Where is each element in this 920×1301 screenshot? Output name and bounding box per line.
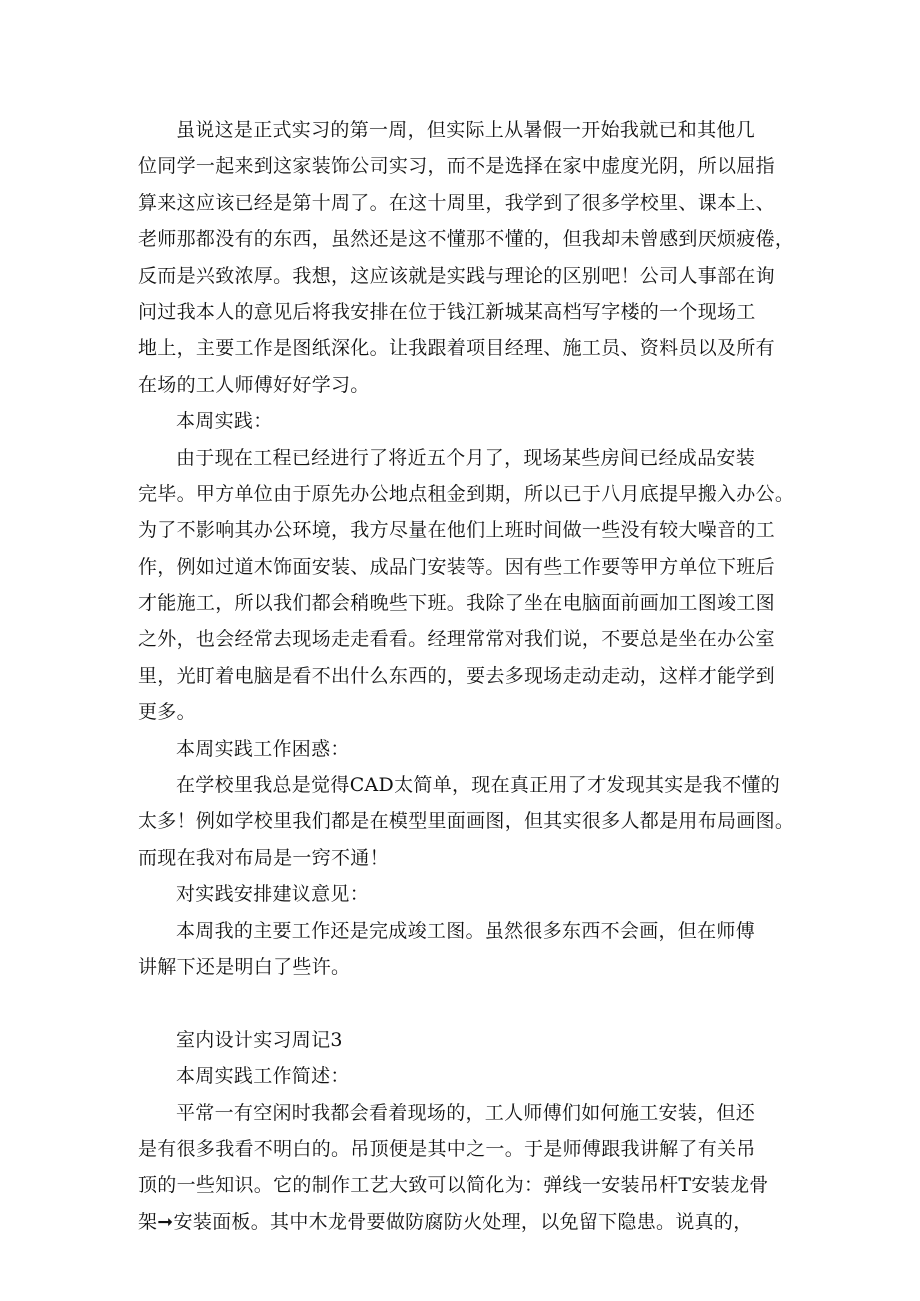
paragraph-line: 位同学一起来到这家装饰公司实习，而不是选择在家中虚度光阴，所以屈指 [138,155,775,178]
paragraph-line: 是有很多我看不明白的。吊顶便是其中之一。于是师傅跟我讲解了有关吊 [138,1137,756,1160]
paragraph-line: 顶的一些知识。它的制作工艺大致可以简化为：弹线一安装吊杆T安装龙骨 [138,1174,769,1197]
paragraph-line: 在场的工人师傅好好学习。 [138,373,370,396]
paragraph-line: 里，光盯着电脑是看不出什么东西的，要去多现场走动走动，这样才能学到 [138,664,775,687]
paragraph-line: 老师那都没有的东西，虽然还是这不懂那不懂的，但我却未曾感到厌烦疲倦， [138,228,795,251]
paragraph-line: 太多！例如学校里我们都是在模型里面画图，但其实很多人都是用布局画图。 [138,810,795,833]
paragraph-line: 地上，主要工作是图纸深化。让我跟着项目经理、施工员、资料员以及所有 [138,337,775,360]
paragraph-line: 虽说这是正式实习的第一周，但实际上从暑假一开始我就已和其他几 [176,119,756,141]
paragraph-line: 问过我本人的意见后将我安排在位于钱江新城某高档写字楼的一个现场工 [138,300,756,323]
section-heading: 本周实践工作简述： [176,1065,350,1088]
paragraph-line: 完毕。甲方单位由于原先办公地点租金到期，所以已于八月底提早搬入办公。 [138,482,795,505]
paragraph-line: 架➞安装面板。其中木龙骨要做防腐防火处理，以免留下隐患。说真的， [138,1210,753,1233]
section-heading: 对实践安排建议意见： [176,883,370,906]
document-body [138,112,818,1240]
paragraph-line: 更多。 [138,701,196,724]
paragraph-line: 之外，也会经常去现场走走看看。经理常常对我们说，不要总是坐在办公室 [138,628,775,651]
paragraph-line: 作，例如过道木饰面安装、成品门安装等。因有些工作要等甲方单位下班后 [138,555,775,578]
document-subtitle: 室内设计实习周记3 [176,1028,343,1051]
paragraph-line: 为了不影响其办公环境，我方尽量在他们上班时间做一些没有较大噪音的工 [138,519,775,542]
paragraph-line: 讲解下还是明白了些许。 [138,955,351,978]
paragraph-line: 反而是兴致浓厚。我想，这应该就是实践与理论的区别吧！公司人事部在询 [138,264,775,287]
paragraph-line: 由于现在工程已经进行了将近五个月了，现场某些房间已经成品安装 [176,446,756,469]
paragraph-line: 才能施工，所以我们都会稍晚些下班。我除了坐在电脑面前画加工图竣工图 [138,592,775,615]
section-heading: 本周实践工作困惑： [176,737,350,760]
paragraph-line: 平常一有空闲时我都会看着现场的，工人师傅们如何施工安装，但还 [176,1101,756,1124]
paragraph-line: 本周我的主要工作还是完成竣工图。虽然很多东西不会画，但在师傅 [176,919,756,942]
paragraph-line: 算来这应该已经是第十周了。在这十周里，我学到了很多学校里、课本上、 [138,191,775,214]
paragraph-line: 在学校里我总是觉得CAD太简单，现在真正用了才发现其实是我不懂的 [176,774,781,797]
blank-line [138,985,818,1021]
paragraph-line: 而现在我对布局是一窍不通！ [138,846,389,869]
section-heading: 本周实践： [176,410,273,433]
